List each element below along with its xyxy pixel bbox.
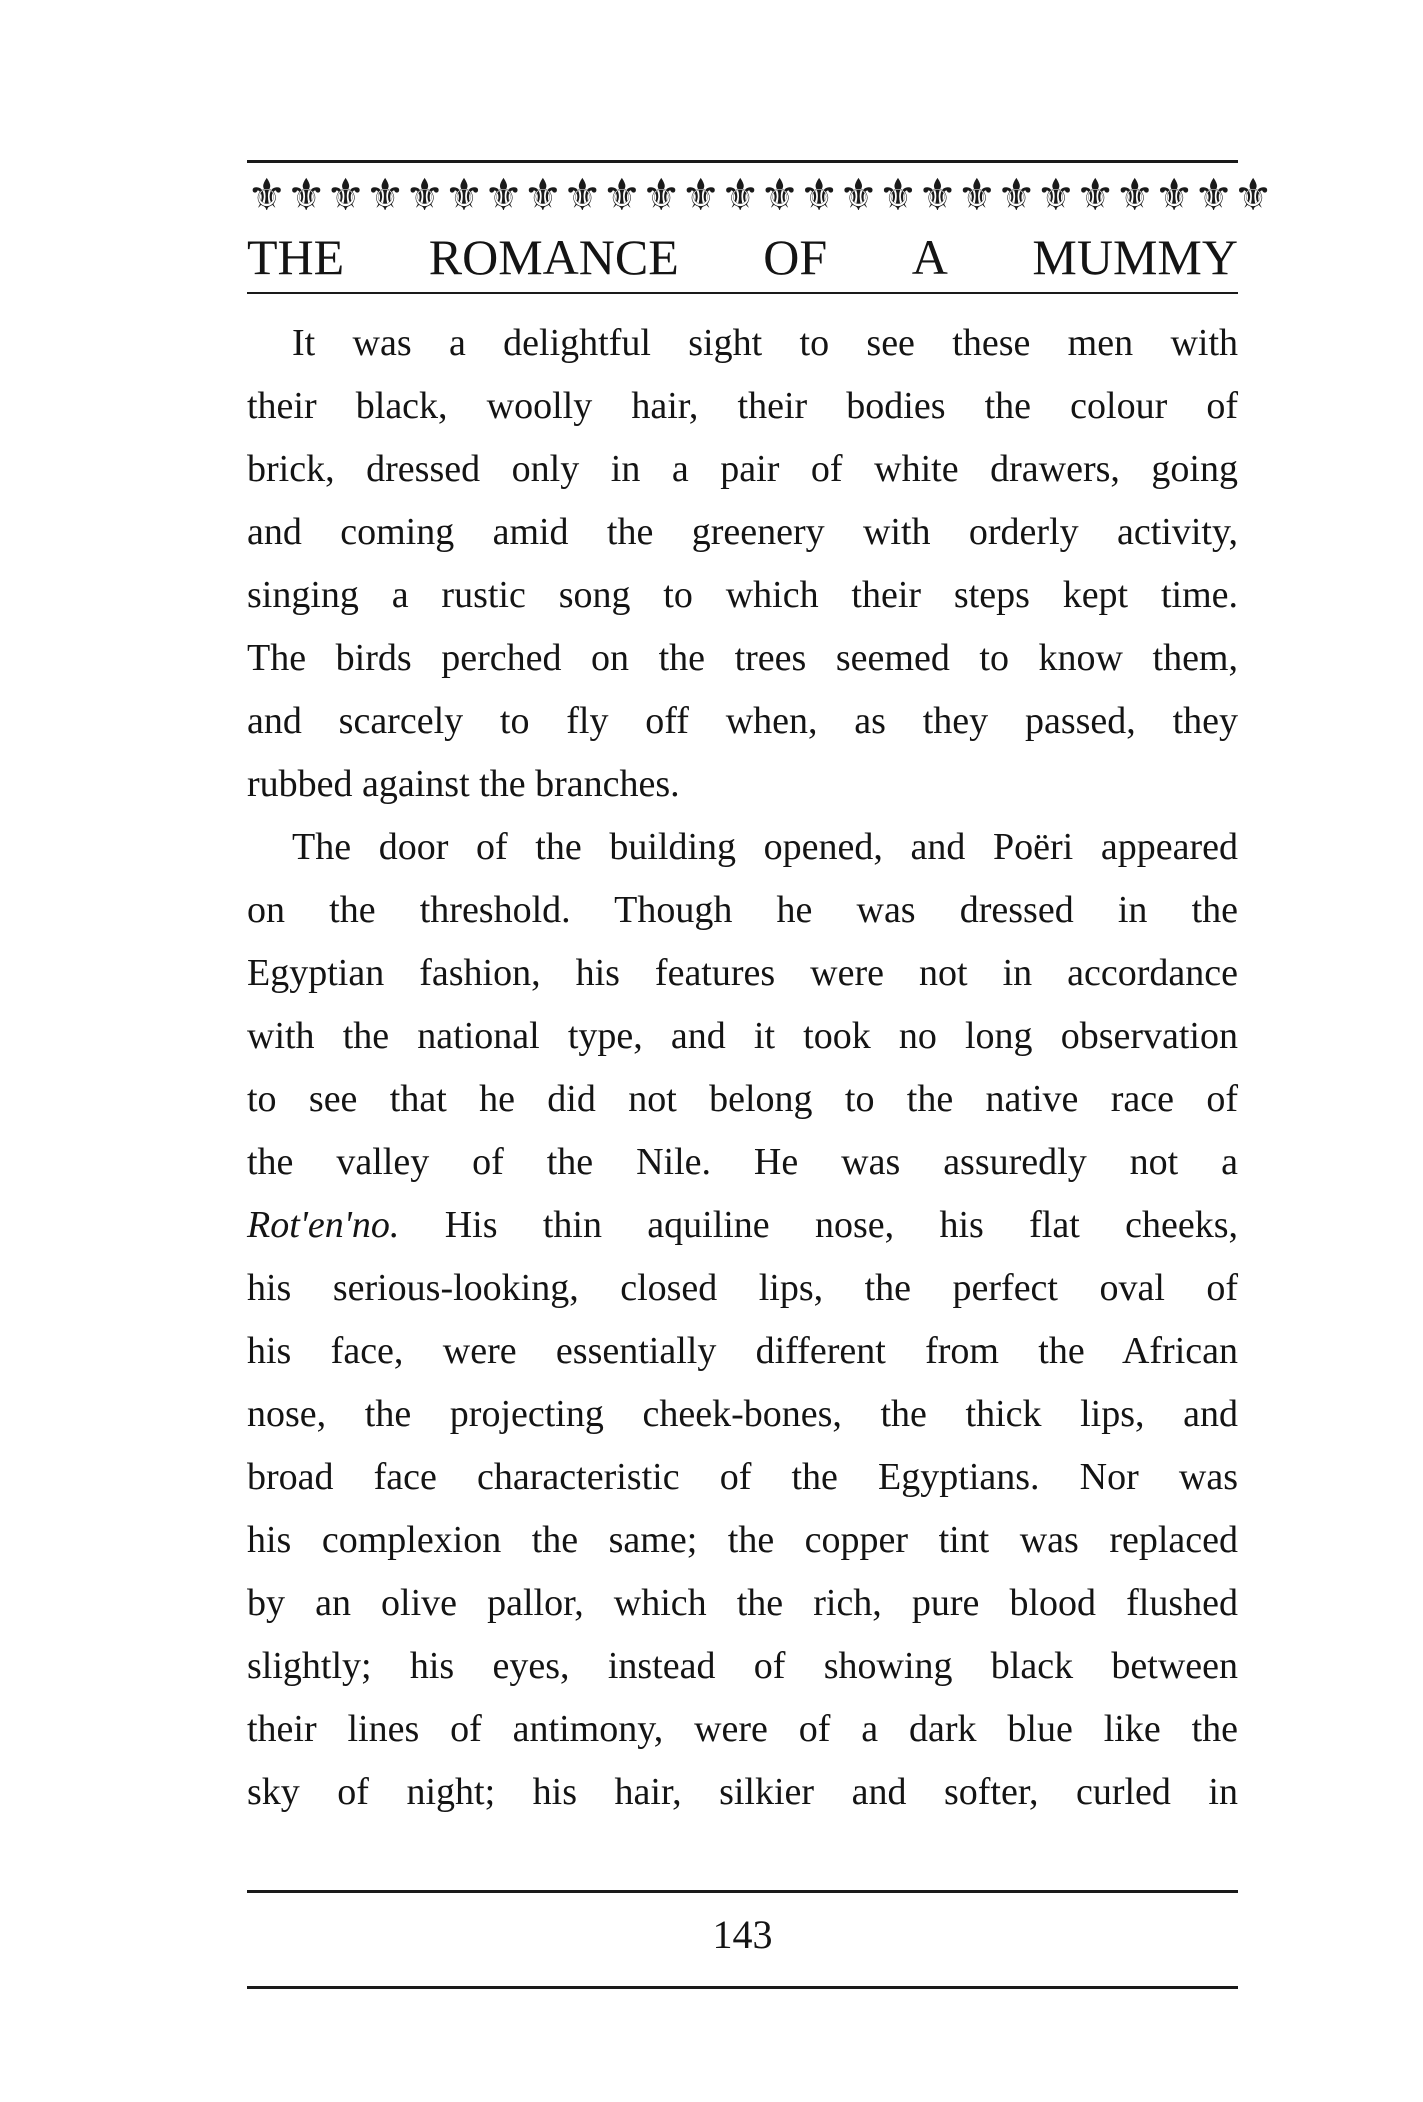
fleuron-icon: ⚜ <box>680 171 721 220</box>
fleuron-icon: ⚜ <box>1154 171 1194 220</box>
fleuron-icon: ⚜ <box>404 171 445 220</box>
fleuron-icon: ⚜ <box>1233 171 1273 220</box>
text-segment: His thin aquiline nose, his flat cheeks, <box>444 1204 1238 1246</box>
running-title-word: MUMMY <box>1032 229 1238 285</box>
text-line: sky of night; his hair, silkier and softer, curled in <box>247 1771 1238 1813</box>
text-line: Egyptian fashion, his features were not in accordance <box>247 952 1238 994</box>
text-line: on the threshold. Though he was dressed in the <box>247 889 1238 931</box>
fleuron-icon: ⚜ <box>286 171 326 220</box>
text-line: their black, woolly hair, their bodies the colour of <box>247 385 1238 427</box>
fleuron-icon: ⚜ <box>325 171 366 220</box>
text-line: singing a rustic song to which their steps kept time. <box>247 574 1238 616</box>
fleuron-icon: ⚜ <box>1114 171 1155 220</box>
fleuron-icon: ⚜ <box>247 171 287 220</box>
fleuron-icon: ⚜ <box>641 171 681 220</box>
fleuron-icon: ⚜ <box>759 171 800 220</box>
running-title-word: A <box>911 229 948 285</box>
fleuron-icon: ⚜ <box>483 171 524 220</box>
text-line: and coming amid the greenery with orderly activity, <box>247 511 1238 553</box>
text-line <box>247 1194 1238 1257</box>
fleuron-icon: ⚜ <box>523 171 563 220</box>
top-rule <box>247 160 1238 163</box>
text-line: the valley of the Nile. He was assuredly not a <box>247 1141 1238 1183</box>
paragraph-2 <box>247 816 1238 1824</box>
text-line: his complexion the same; the copper tint was replaced <box>247 1519 1238 1561</box>
fleuron-icon: ⚜ <box>444 171 484 220</box>
running-title-word: THE <box>247 229 345 285</box>
text-line: brick, dressed only in a pair of white drawers, going <box>247 448 1238 490</box>
fleuron-icon: ⚜ <box>1193 171 1234 220</box>
text-line: The door of the building opened, and Poëri appeared <box>292 826 1238 868</box>
footer-rule-upper <box>247 1890 1238 1893</box>
running-title-word: OF <box>763 229 828 285</box>
italic-name: Rot'en'no. <box>247 1204 400 1246</box>
fleuron-icon: ⚜ <box>720 171 760 220</box>
running-title <box>247 224 1238 290</box>
fleuron-icon: ⚜ <box>602 171 642 220</box>
fleuron-icon: ⚜ <box>1036 171 1076 220</box>
text-line: his serious-looking, closed lips, the perfect oval of <box>247 1267 1238 1309</box>
fleuron-ornament-row <box>247 166 1273 226</box>
footer-rule-lower <box>247 1986 1238 1989</box>
paragraph-1 <box>247 312 1238 816</box>
text-line: nose, the projecting cheek-bones, the thick lips, and <box>247 1393 1238 1435</box>
text-line: with the national type, and it took no long observation <box>247 1015 1238 1057</box>
text-line: The birds perched on the trees seemed to know them, <box>247 637 1238 679</box>
fleuron-icon: ⚜ <box>562 171 603 220</box>
fleuron-icon: ⚜ <box>957 171 997 220</box>
text-line: their lines of antimony, were of a dark blue like the <box>247 1708 1238 1750</box>
text-line: his face, were essentially different from the African <box>247 1330 1238 1372</box>
fleuron-icon: ⚜ <box>365 171 405 220</box>
running-title-word: ROMANCE <box>428 229 679 285</box>
fleuron-icon: ⚜ <box>917 171 958 220</box>
text-line: broad face characteristic of the Egyptians. Nor was <box>247 1456 1238 1498</box>
fleuron-icon: ⚜ <box>878 171 918 220</box>
title-rule <box>247 292 1238 294</box>
text-line: It was a delightful sight to see these men with <box>292 322 1238 364</box>
text-line: slightly; his eyes, instead of showing black between <box>247 1645 1238 1687</box>
text-line: by an olive pallor, which the rich, pure blood flushed <box>247 1582 1238 1624</box>
text-line: and scarcely to fly off when, as they passed, they <box>247 700 1238 742</box>
page-number: 143 <box>712 1912 773 1957</box>
fleuron-icon: ⚜ <box>1075 171 1115 220</box>
body-text <box>247 312 1238 1824</box>
fleuron-icon: ⚜ <box>996 171 1037 220</box>
fleuron-icon: ⚜ <box>799 171 839 220</box>
fleuron-icon: ⚜ <box>838 171 879 220</box>
text-line: rubbed against the branches. <box>247 763 680 805</box>
text-line: to see that he did not belong to the native race of <box>247 1078 1238 1120</box>
